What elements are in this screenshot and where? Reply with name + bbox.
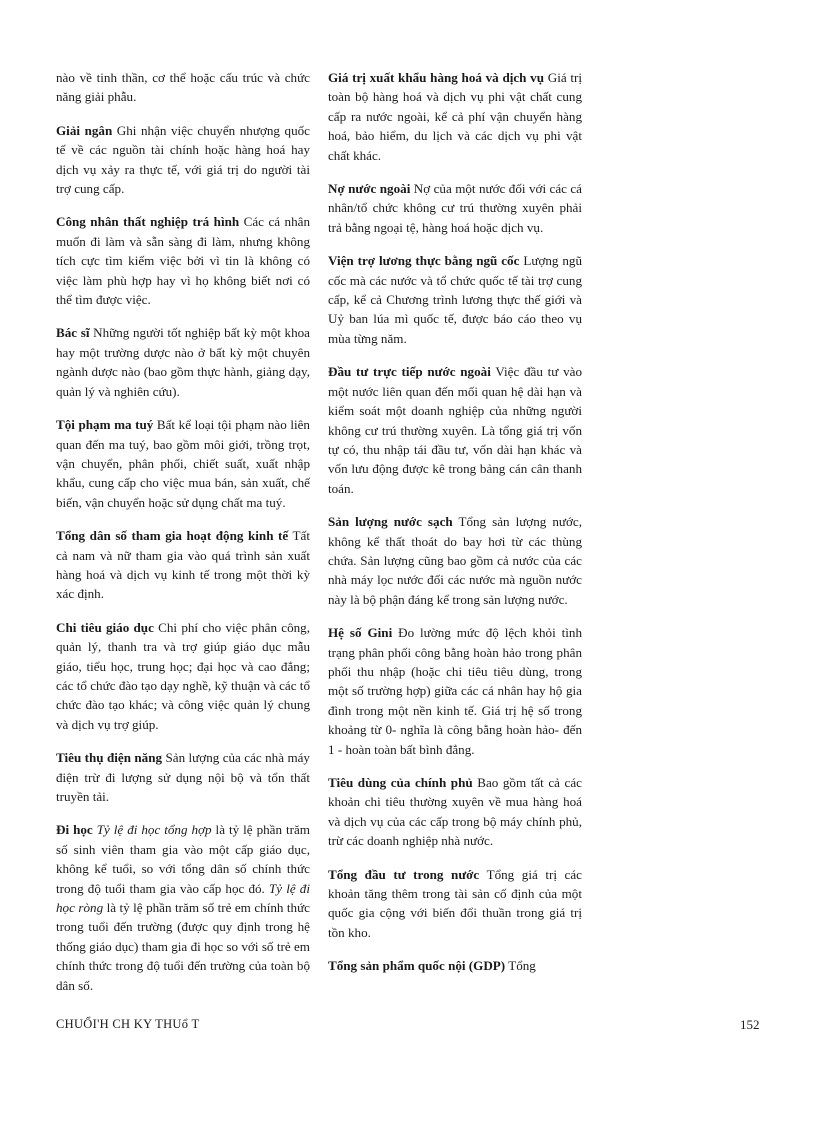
glossary-term: Tổng sản phẩm quốc nội (GDP) (328, 958, 506, 974)
glossary-term: Tổng đầu tư trong nước (328, 866, 480, 882)
glossary-term: Đi học (56, 822, 93, 838)
glossary-entry (328, 251, 582, 348)
glossary-definition: Những người tốt nghiệp bất kỳ một khoa hay một trường dược nào ở bất kỳ một chuyên ngành dược nào (bao gồm thực hành, giảng dạy, quản lý và nghiên cứu). (56, 325, 310, 399)
italic-term-net-enrollment: Tỷ lệ đi học ròng (56, 880, 310, 916)
glossary-entry (328, 512, 582, 609)
glossary-definition: Nợ của một nước đối với các cá nhân/tổ chức không cư trú thường xuyên phải trả bằng ngoại tệ, hàng hoá hoặc dịch vụ. (328, 181, 582, 235)
glossary-term: Viện trợ lương thực bằng ngũ cốc (328, 253, 520, 269)
glossary-definition: Tổng sản lượng nước, không kể thất thoát do bay hơi từ các thùng chứa. Sản lượng cũng bao gồm cả nước của các nhà máy lọc nước đối các nước mà nguồn nước này là bộ phận đáng kể trong sản lượng nước. (328, 514, 582, 607)
glossary-entry (56, 323, 310, 401)
right-column (328, 68, 582, 990)
glossary-term: Giá trị xuất khẩu hàng hoá và dịch vụ (328, 70, 545, 85)
glossary-definition: là tỷ lệ phần trăm số trẻ em chính thức trong tuổi đến trường (được quy định trong hệ thống giáo dục) tham gia đi học so với số trẻ em chính thức trong độ tuổi đến trường của toàn bộ dân số. (56, 900, 310, 993)
glossary-term: Chi tiêu giáo dục (56, 619, 154, 635)
glossary-definition: Bao gồm tất cả các khoản chi tiêu thường xuyên về mua hàng hoá và dịch vụ của các cấp trong bộ máy chính phủ, trừ các doanh nghiệp nhà nước. (328, 775, 582, 849)
glossary-entry (56, 748, 310, 806)
running-footer: CHUỔI'H CH KY THUổ T (56, 1017, 200, 1031)
glossary-term: Tiêu thụ điện năng (56, 750, 163, 766)
glossary-entry (56, 415, 310, 512)
page-number: 152 (740, 1017, 760, 1032)
continuation-text: nào về tinh thần, cơ thể hoặc cấu trúc và chức năng giải phẫu. (56, 70, 310, 105)
glossary-entry (328, 956, 582, 975)
glossary-entry (56, 618, 310, 734)
glossary-definition: Tổng (508, 958, 536, 974)
glossary-entry (56, 212, 310, 309)
glossary-term: Tổng dân số tham gia hoạt động kinh tế (56, 528, 289, 544)
glossary-term: Tội phạm ma tuý (56, 417, 154, 433)
glossary-term: Hệ số Gini (328, 625, 393, 641)
glossary-entry (328, 179, 582, 237)
glossary-term: Nợ nước ngoài (328, 181, 411, 197)
glossary-definition: Chi phí cho việc phân công, quản lý, thanh tra và trợ giúp giáo dục mẫu giáo, tiểu học, trung học; đại học và cao đẳng; các tổ chức đào tạo dạy nghề, kỹ thuận và các tổ chức đào tạo khác; và công việc quản lý chung và dịch vụ trợ giúp. (56, 619, 310, 732)
glossary-definition: Bất kể loại tội phạm nào liên quan đến ma tuý, bao gồm môi giới, trồng trọt, vận chuyển, phân phối, chiết suất, xuất nhập khẩu, cung cấp cho việc mua bán, sản xuất, chế biến, vận chuyển hoặc sử dụng chất ma tuý. (56, 417, 310, 510)
glossary-entry (56, 121, 310, 199)
glossary-entry (328, 773, 582, 851)
glossary-definition: Việc đầu tư vào một nước liên quan đến mối quan hệ dài hạn và kiểm soát một doanh nghiệp của những người không cư trú thường xuyên. Là tổng giá trị vốn tự có, thu nhập tái đầu tư, vốn dài hạn khác và vốn lưu động được kê trong bảng cán cân thanh toán. (328, 364, 582, 496)
glossary-definition: Tất cả nam và nữ tham gia vào quá trình sản xuất hàng hoá và dịch vụ kinh tế trong một thời kỳ xác định. (56, 528, 310, 602)
glossary-term: Công nhân thất nghiệp trá hình (56, 214, 240, 230)
left-column (56, 68, 310, 1009)
italic-term-gross-enrollment: Tỷ lệ đi học tổng hợp (96, 822, 212, 838)
glossary-entry (328, 623, 582, 759)
glossary-definition: là tỷ lệ phần trăm số sinh viên tham gia vào một cấp giáo dục, không kể tuổi, so với tổng dân số chính thức trong độ tuổi tham gia vào cấp học đó. (56, 822, 310, 896)
glossary-entry (328, 362, 582, 498)
glossary-entry (328, 68, 582, 165)
glossary-definition: Tổng giá trị các khoản tăng thêm trong tài sản cố định của một quốc gia cộng với biến đổi thuần trong giá trị tồn kho. (328, 866, 582, 940)
glossary-definition: Đo lường mức độ lệch khỏi tình trạng phân phối công bằng hoàn hảo trong phân phối thu nhập (hoặc chi tiêu tiêu dùng, trong một số trường hợp) giữa các cá nhân hay hộ gia đình trong một nền kinh tế. Giá trị hệ số trong khoảng từ 0- nghĩa là công bằng hoàn hảo- đến 1 - hoàn toàn bất bình đẳng. (328, 625, 582, 757)
glossary-definition: Ghi nhận việc chuyển nhượng quốc tế về các nguồn tài chính hoặc hàng hoá hay dịch vụ xảy ra thực tế, với giá trị do người tài trợ cung cấp. (56, 122, 310, 197)
glossary-term: Đầu tư trực tiếp nước ngoài (328, 364, 491, 380)
glossary-term: Giải ngân (56, 122, 113, 138)
glossary-term: Bác sĩ (56, 325, 90, 341)
glossary-entry (56, 526, 310, 604)
glossary-definition: Lượng ngũ cốc mà các nước và tổ chức quốc tế tài trợ cung cấp, kể cả Chương trình lương thực thế giới và Uỷ ban lúa mì quốc tế, được báo cáo theo vụ mùa từng năm. (328, 253, 583, 346)
glossary-term: Sản lượng nước sạch (328, 514, 453, 530)
glossary-definition: Giá trị toàn bộ hàng hoá và dịch vụ phi vật chất cung cấp ra nước ngoài, kể cả phí vận chuyển hàng hoá, bảo hiểm, du lịch và các dịch vụ phi vật chất khác. (328, 70, 582, 163)
glossary-definition: Sản lượng của các nhà máy điện trừ đi lượng sử dụng nội bộ và tổn thất truyền tải. (56, 750, 310, 804)
glossary-term: Tiêu dùng của chính phủ (328, 775, 473, 790)
glossary-entry-di-hoc (56, 820, 310, 995)
glossary-definition: Các cá nhân muốn đi làm và sẵn sàng đi làm, nhưng không tích cực tìm kiếm việc bởi vì tin là không có việc làm phù hợp hay vì họ không biết nơi có thể tìm được việc. (56, 214, 310, 308)
glossary-entry (328, 865, 582, 943)
